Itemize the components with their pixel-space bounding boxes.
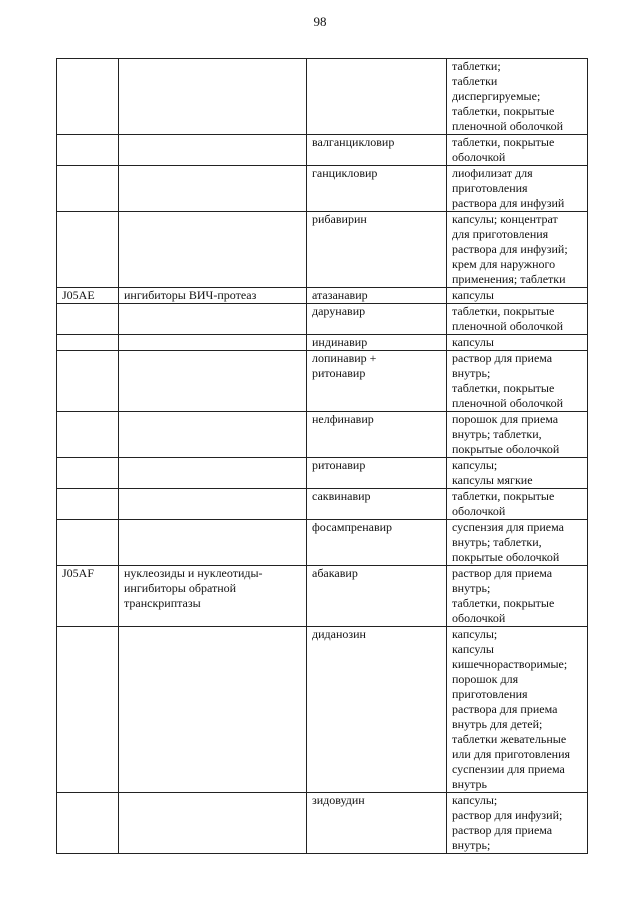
pharm-group-cell [119, 166, 307, 212]
pharm-group-cell [119, 412, 307, 458]
drug-name-cell: валганцикловир [307, 135, 447, 166]
pharm-group-cell: ингибиторы ВИЧ-протеаз [119, 288, 307, 304]
table-row [57, 412, 588, 458]
pharm-group-cell [119, 458, 307, 489]
dosage-form-cell: таблетки, покрытые оболочкой [447, 489, 588, 520]
table-row [57, 520, 588, 566]
pharm-group-cell: нуклеозиды и нуклеотиды- ингибиторы обратной транскриптазы [119, 566, 307, 627]
drug-name-cell: ганцикловир [307, 166, 447, 212]
atc-code-cell [57, 458, 119, 489]
dosage-form-cell: капсулы; концентрат для приготовления раствора для инфузий; крем для наружного применения; таблетки [447, 212, 588, 288]
table-row [57, 335, 588, 351]
pharm-group-cell [119, 59, 307, 135]
page-number: 98 [313, 14, 327, 29]
atc-code-cell [57, 304, 119, 335]
dosage-form-cell: лиофилизат для приготовления раствора для инфузий [447, 166, 588, 212]
atc-code-cell [57, 212, 119, 288]
dosage-form-cell: капсулы [447, 335, 588, 351]
pharm-group-cell [119, 489, 307, 520]
pharm-group-cell [119, 335, 307, 351]
drug-name-cell: индинавир [307, 335, 447, 351]
table-row [57, 566, 588, 627]
dosage-form-cell: капсулы; капсулы кишечнорастворимые; порошок для приготовления раствора для приема внутрь для детей; таблетки жевательные или для приготовления суспензии для приема внутрь [447, 627, 588, 793]
atc-code-cell: J05AF [57, 566, 119, 627]
dosage-form-cell: раствор для приема внутрь; таблетки, покрытые пленочной оболочкой [447, 351, 588, 412]
dosage-form-cell: капсулы; капсулы мягкие [447, 458, 588, 489]
table-row [57, 212, 588, 288]
table-row [57, 793, 588, 854]
table-row [57, 288, 588, 304]
dosage-form-cell: раствор для приема внутрь; таблетки, покрытые оболочкой [447, 566, 588, 627]
pharm-group-cell [119, 627, 307, 793]
pharm-group-cell [119, 135, 307, 166]
atc-code-cell [57, 412, 119, 458]
dosage-form-cell: капсулы [447, 288, 588, 304]
drug-name-cell: лопинавир + ритонавир [307, 351, 447, 412]
table-row [57, 59, 588, 135]
drug-name-cell: саквинавир [307, 489, 447, 520]
table-row [57, 489, 588, 520]
drug-name-cell: диданозин [307, 627, 447, 793]
dosage-form-cell: капсулы; раствор для инфузий; раствор для приема внутрь; [447, 793, 588, 854]
drug-name-cell: нелфинавир [307, 412, 447, 458]
drug-name-cell: фосампренавир [307, 520, 447, 566]
table-row [57, 304, 588, 335]
dosage-form-cell: таблетки; таблетки диспергируемые; таблетки, покрытые пленочной оболочкой [447, 59, 588, 135]
table-row [57, 351, 588, 412]
drug-name-cell: абакавир [307, 566, 447, 627]
drug-name-cell: зидовудин [307, 793, 447, 854]
pharm-group-cell [119, 212, 307, 288]
dosage-form-cell: порошок для приема внутрь; таблетки, покрытые оболочкой [447, 412, 588, 458]
atc-code-cell [57, 793, 119, 854]
pharm-group-cell [119, 304, 307, 335]
pharm-group-cell [119, 793, 307, 854]
dosage-form-cell: суспензия для приема внутрь; таблетки, покрытые оболочкой [447, 520, 588, 566]
table-row [57, 458, 588, 489]
drug-table [56, 58, 588, 854]
atc-code-cell [57, 59, 119, 135]
atc-code-cell [57, 489, 119, 520]
pharm-group-cell [119, 351, 307, 412]
atc-code-cell [57, 335, 119, 351]
dosage-form-cell: таблетки, покрытые пленочной оболочкой [447, 304, 588, 335]
atc-code-cell: J05AE [57, 288, 119, 304]
dosage-form-cell: таблетки, покрытые оболочкой [447, 135, 588, 166]
drug-name-cell [307, 59, 447, 135]
table-row [57, 166, 588, 212]
drug-name-cell: ритонавир [307, 458, 447, 489]
atc-code-cell [57, 351, 119, 412]
drug-name-cell: рибавирин [307, 212, 447, 288]
drug-name-cell: дарунавир [307, 304, 447, 335]
atc-code-cell [57, 166, 119, 212]
atc-code-cell [57, 627, 119, 793]
drug-name-cell: атазанавир [307, 288, 447, 304]
atc-code-cell [57, 135, 119, 166]
table-row [57, 627, 588, 793]
pharm-group-cell [119, 520, 307, 566]
atc-code-cell [57, 520, 119, 566]
table-row [57, 135, 588, 166]
table-body [57, 59, 588, 854]
